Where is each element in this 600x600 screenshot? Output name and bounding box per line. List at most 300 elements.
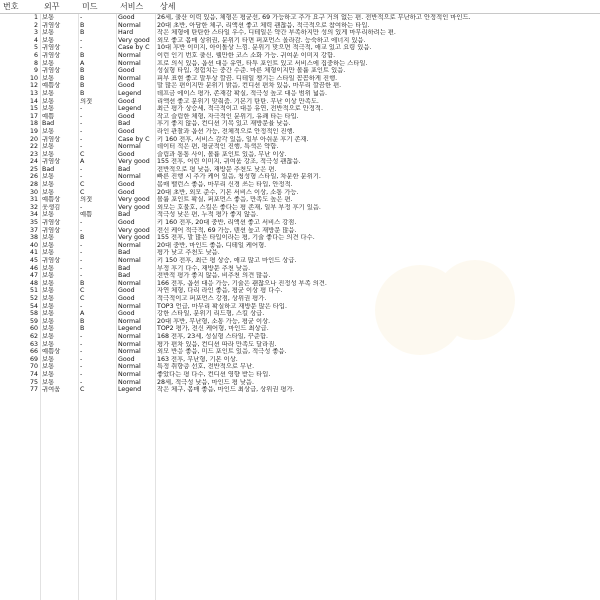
cell-number[interactable]: 19 xyxy=(29,127,38,135)
cell-number[interactable]: 15 xyxy=(29,105,38,113)
cell-service[interactable]: Very good xyxy=(118,234,150,242)
cell-mid[interactable]: - xyxy=(80,105,83,113)
table-row[interactable] xyxy=(0,386,600,394)
column-header-detail[interactable]: 상세 xyxy=(160,2,176,11)
cell-service[interactable]: Bad xyxy=(118,211,131,219)
cell-detail[interactable]: 특정 취향층 선호, 전반적으로 무난. xyxy=(157,363,255,371)
cell-service[interactable]: Normal xyxy=(118,173,141,181)
cell-mid[interactable]: - xyxy=(80,355,83,363)
cell-appearance[interactable]: 보통 xyxy=(42,14,55,21)
cell-appearance[interactable]: 예쁨상 xyxy=(42,82,61,90)
cell-number[interactable]: 25 xyxy=(29,165,38,173)
cell-detail[interactable]: 155 전후, 말 많은 타입이라는 평, 기술 좋다는 의견 다수. xyxy=(157,234,315,242)
cell-detail[interactable]: 평가 낮고 추천도 낮음. xyxy=(157,249,220,257)
cell-mid[interactable]: B xyxy=(80,21,85,29)
table-row[interactable] xyxy=(0,310,600,318)
table-row[interactable] xyxy=(0,136,600,144)
cell-service[interactable]: Normal xyxy=(118,317,141,325)
cell-number[interactable]: 32 xyxy=(29,203,38,211)
cell-detail[interactable]: 적극성 낮은 편, 누적 평가 좋지 않음. xyxy=(157,211,259,219)
cell-number[interactable]: 6 xyxy=(33,51,38,59)
cell-detail[interactable]: 데이터 적은 편, 평균적인 진행, 특색은 약함. xyxy=(157,143,279,151)
cell-detail[interactable]: 전반적 평가 좋지 않음, 비추천 의견 많음. xyxy=(157,272,271,280)
cell-mid[interactable]: C xyxy=(80,287,85,295)
cell-appearance[interactable]: 보통 xyxy=(42,74,55,82)
cell-detail[interactable]: 20대 초반, 아담한 체구, 리액션 좋고 체력 괜찮음, 적극적으로 참여하는 타입. xyxy=(157,21,370,29)
cell-mid[interactable]: - xyxy=(80,44,83,52)
table-row[interactable] xyxy=(0,22,600,30)
cell-service[interactable]: Normal xyxy=(118,279,141,287)
table-row[interactable] xyxy=(0,52,600,60)
cell-mid[interactable]: - xyxy=(80,165,83,173)
cell-appearance[interactable]: 보통 xyxy=(42,325,55,333)
cell-service[interactable]: Normal xyxy=(118,348,141,356)
table-row[interactable] xyxy=(0,181,600,189)
cell-service[interactable]: Very good xyxy=(118,226,150,234)
cell-service[interactable]: Bad xyxy=(118,165,131,173)
cell-appearance[interactable]: 보통 xyxy=(42,150,55,158)
cell-mid[interactable]: - xyxy=(80,370,83,378)
cell-appearance[interactable]: 보통 xyxy=(42,310,55,318)
cell-service[interactable]: Normal xyxy=(118,21,141,29)
column-header-service[interactable]: 서비스 xyxy=(120,2,144,11)
cell-detail[interactable]: 최근 평가 상승세, 적극적이고 대응 유연, 전반적으로 안정적. xyxy=(157,105,324,113)
cell-mid[interactable]: - xyxy=(80,241,83,249)
cell-service[interactable]: Bad xyxy=(118,272,131,280)
table-row[interactable] xyxy=(0,204,600,212)
cell-detail[interactable]: 키 160 전후, 20대 중반, 리액션 좋고 서비스 강점. xyxy=(157,219,297,227)
cell-mid[interactable]: B xyxy=(80,67,85,75)
cell-service[interactable]: Normal xyxy=(118,51,141,59)
cell-service[interactable]: Very good xyxy=(118,158,150,166)
table-row[interactable] xyxy=(0,120,600,128)
cell-service[interactable]: Good xyxy=(118,112,135,120)
cell-detail[interactable]: 말 많은 편이지만 분위기 밝음, 컨디션 편차 있음, 마무리 깔끔한 편. xyxy=(157,82,342,90)
cell-number[interactable]: 47 xyxy=(29,272,38,280)
cell-mid[interactable]: - xyxy=(80,363,83,371)
cell-service[interactable]: Case by C xyxy=(118,135,150,143)
table-row[interactable] xyxy=(0,14,600,22)
cell-detail[interactable]: 외모 좋고 몸매 상위권, 분위기 타면 퍼포먼스 올라감. 능숙하고 에너지 있음. xyxy=(157,36,366,44)
cell-number[interactable]: 1 xyxy=(33,14,38,21)
cell-service[interactable]: Bad xyxy=(118,120,131,128)
cell-number[interactable]: 24 xyxy=(29,158,38,166)
cell-service[interactable]: Legend xyxy=(118,325,142,333)
table-row[interactable] xyxy=(0,60,600,68)
cell-mid[interactable]: - xyxy=(80,378,83,386)
cell-service[interactable]: Good xyxy=(118,287,135,295)
cell-mid[interactable]: B xyxy=(80,82,85,90)
cell-detail[interactable]: 성실형 타입, 경험치는 중간 수준. 마른 체형이지만 볼륨 포인트 있음. xyxy=(157,67,346,75)
cell-appearance[interactable]: 보통 xyxy=(42,143,55,151)
cell-detail[interactable]: 외모는 호불호, 스킬은 좋다는 평 존재, 일부 부정 후기 있음. xyxy=(157,203,321,211)
table-row[interactable] xyxy=(0,363,600,371)
table-row[interactable] xyxy=(0,37,600,45)
cell-appearance[interactable]: 보통 xyxy=(42,355,55,363)
table-row[interactable] xyxy=(0,257,600,265)
table-row[interactable] xyxy=(0,105,600,113)
cell-service[interactable]: Good xyxy=(118,219,135,227)
table-row[interactable] xyxy=(0,272,600,280)
cell-service[interactable]: Legend xyxy=(118,105,142,113)
cell-number[interactable]: 14 xyxy=(29,97,38,105)
cell-mid[interactable]: B xyxy=(80,325,85,333)
cell-detail[interactable]: 작은 체형에 탄탄한 스타일 우수, 디테일은 약간 부족하지만 성의 있게 마무리하려는 편. xyxy=(157,29,396,37)
cell-detail[interactable]: 후기 좋지 않음, 컨디션 기복 있고 재방문율 낮음. xyxy=(157,120,291,128)
cell-appearance[interactable]: 보통 xyxy=(42,370,55,378)
cell-number[interactable]: 2 xyxy=(33,21,38,29)
cell-detail[interactable]: 전반적으로 평 낮음, 재방문 추천도 낮은 편. xyxy=(157,165,277,173)
cell-detail[interactable]: 부정 후기 다수, 재방문 추천 낮음. xyxy=(157,264,251,272)
cell-detail[interactable]: 키 150 전후, 최근 평 상승, 애교 많고 마인드 상급. xyxy=(157,257,297,264)
cell-mid[interactable]: - xyxy=(80,332,83,340)
cell-service[interactable]: Bad xyxy=(118,264,131,272)
cell-number[interactable]: 46 xyxy=(29,264,38,272)
cell-appearance[interactable]: 귀염상 xyxy=(42,51,61,59)
cell-detail[interactable]: 슬림과 통통 사이, 볼륨 포인트 있음, 무난 이상. xyxy=(157,150,287,158)
cell-number[interactable]: 59 xyxy=(29,317,38,325)
cell-detail[interactable]: 전신 케어 적극적, 69 가능, 텐션 높고 재방문 많음. xyxy=(157,226,297,234)
cell-number[interactable]: 37 xyxy=(29,226,38,234)
cell-appearance[interactable]: 보통 xyxy=(42,287,55,295)
cell-appearance[interactable]: 보통 xyxy=(42,363,55,371)
cell-appearance[interactable]: 보통 xyxy=(42,340,55,348)
cell-appearance[interactable]: Bad xyxy=(42,165,55,173)
cell-detail[interactable]: 몸매 밸런스 좋음, 마무리 신경 쓰는 타입, 안정적. xyxy=(157,181,293,189)
cell-number[interactable]: 26 xyxy=(29,173,38,181)
cell-number[interactable]: 54 xyxy=(29,302,38,310)
cell-service[interactable]: Good xyxy=(118,355,135,363)
table-row[interactable] xyxy=(0,98,600,106)
table-row[interactable] xyxy=(0,211,600,219)
cell-appearance[interactable]: 보통 xyxy=(42,188,55,196)
table-row[interactable] xyxy=(0,341,600,349)
cell-mid[interactable]: - xyxy=(80,14,83,21)
cell-mid[interactable]: C xyxy=(80,150,85,158)
cell-appearance[interactable]: 보통 xyxy=(42,378,55,386)
cell-number[interactable]: 8 xyxy=(33,59,38,67)
cell-mid[interactable]: - xyxy=(80,36,83,44)
cell-number[interactable]: 63 xyxy=(29,340,38,348)
cell-detail[interactable]: 빠른 진행 시 추가 케어 있음, 청성형 스타일, 차분한 분위기. xyxy=(157,173,321,181)
cell-appearance[interactable]: 귀염상 xyxy=(42,158,61,166)
cell-mid[interactable]: - xyxy=(80,272,83,280)
table-row[interactable] xyxy=(0,356,600,364)
cell-service[interactable]: Good xyxy=(118,97,135,105)
table-row[interactable] xyxy=(0,333,600,341)
table-row[interactable] xyxy=(0,265,600,273)
cell-appearance[interactable]: 예쁨상 xyxy=(42,348,61,356)
cell-mid[interactable]: B xyxy=(80,317,85,325)
table-row[interactable] xyxy=(0,90,600,98)
cell-service[interactable]: Good xyxy=(118,310,135,318)
cell-detail[interactable]: 166 전후, 옵션 대응 가능, 기술은 괜찮으나 진정성 부족 의견. xyxy=(157,279,327,287)
cell-number[interactable]: 20 xyxy=(29,135,38,143)
cell-service[interactable]: Bad xyxy=(118,249,131,257)
cell-mid[interactable]: 의젓 xyxy=(80,97,93,105)
cell-detail[interactable]: 키 160 전후, 서비스 감각 있음, 일부 아쉬운 후기 존재. xyxy=(157,135,309,143)
table-row[interactable] xyxy=(0,166,600,174)
cell-mid[interactable]: C xyxy=(80,386,85,394)
cell-appearance[interactable]: 보통 xyxy=(42,317,55,325)
table-row[interactable] xyxy=(0,295,600,303)
cell-appearance[interactable]: 보통 xyxy=(42,241,55,249)
table-row[interactable] xyxy=(0,219,600,227)
cell-mid[interactable]: - xyxy=(80,249,83,257)
table-row[interactable] xyxy=(0,325,600,333)
cell-appearance[interactable]: 보통 xyxy=(42,211,55,219)
cell-detail[interactable]: 평가 편차 있음, 컨디션 따라 만족도 달라짐. xyxy=(157,340,277,348)
cell-appearance[interactable]: 보통 xyxy=(42,97,55,105)
cell-detail[interactable]: 20대 중반, 마인드 좋음, 디테일 케어형. xyxy=(157,241,267,249)
cell-number[interactable]: 66 xyxy=(29,348,38,356)
cell-detail[interactable]: 163 전후, 무난형, 기본 이상. xyxy=(157,355,238,363)
cell-number[interactable]: 12 xyxy=(29,82,38,90)
cell-mid[interactable]: B xyxy=(80,51,85,59)
cell-mid[interactable]: 의젓 xyxy=(80,196,93,204)
cell-mid[interactable]: - xyxy=(80,143,83,151)
cell-appearance[interactable]: 귀염상 xyxy=(42,219,61,227)
cell-mid[interactable]: - xyxy=(80,264,83,272)
cell-appearance[interactable]: 보통 xyxy=(42,105,55,113)
cell-service[interactable]: Normal xyxy=(118,74,141,82)
cell-detail[interactable]: TOP2 평가, 전신 케어형, 마인드 최상급. xyxy=(157,325,269,333)
cell-service[interactable]: Hard xyxy=(118,29,134,37)
table-row[interactable] xyxy=(0,151,600,159)
cell-number[interactable]: 70 xyxy=(29,363,38,371)
cell-mid[interactable]: - xyxy=(80,203,83,211)
cell-number[interactable]: 9 xyxy=(33,67,38,75)
cell-detail[interactable]: 라인 관찰과 옵션 가능, 전체적으로 안정적인 진행. xyxy=(157,127,295,135)
cell-number[interactable]: 41 xyxy=(29,249,38,257)
table-row[interactable] xyxy=(0,303,600,311)
cell-mid[interactable]: - xyxy=(80,120,83,128)
cell-appearance[interactable]: Bad xyxy=(42,120,55,128)
cell-number[interactable]: 34 xyxy=(29,211,38,219)
cell-service[interactable]: Good xyxy=(118,181,135,189)
cell-detail[interactable]: 26세, 출산 이력 있음, 체형은 평균선, 69 가능하고 추가 요구 거의 없는 편. 전반적으로 무난하고 안정적인 마인드. xyxy=(157,14,471,21)
cell-detail[interactable]: 데프금 에이스 평가, 존재감 확실, 적극성 높고 대응 범위 넓음. xyxy=(157,89,328,97)
cell-number[interactable]: 51 xyxy=(29,287,38,295)
cell-service[interactable]: Good xyxy=(118,14,135,21)
cell-appearance[interactable]: 귀염상 xyxy=(42,135,61,143)
cell-detail[interactable]: 작고 슬림한 체형, 자극적인 분위기, 유쾌 타는 타입. xyxy=(157,112,299,120)
cell-number[interactable]: 5 xyxy=(33,44,38,52)
cell-mid[interactable]: C xyxy=(80,188,85,196)
cell-detail[interactable]: 20대 후반, 무난형, 소통 가능, 평균 이상. xyxy=(157,317,271,325)
cell-appearance[interactable]: 보통 xyxy=(42,272,55,280)
cell-mid[interactable]: - xyxy=(80,112,83,120)
cell-appearance[interactable]: 보통 xyxy=(42,29,55,37)
cell-appearance[interactable]: 보통 xyxy=(42,173,55,181)
cell-mid[interactable]: - xyxy=(80,257,83,264)
cell-appearance[interactable]: 귀염상 xyxy=(42,257,61,264)
cell-number[interactable]: 10 xyxy=(29,74,38,82)
cell-appearance[interactable]: 예쁨 xyxy=(42,112,55,120)
cell-number[interactable]: 22 xyxy=(29,143,38,151)
cell-appearance[interactable]: 보통 xyxy=(42,264,55,272)
table-row[interactable] xyxy=(0,82,600,90)
cell-appearance[interactable]: 보통 xyxy=(42,302,55,310)
cell-detail[interactable]: 강한 스타일, 분위기 리드형, 스킬 상급. xyxy=(157,310,265,318)
cell-service[interactable]: Case by C xyxy=(118,44,150,52)
cell-mid[interactable]: - xyxy=(80,348,83,356)
cell-detail[interactable]: 리액션 좋고 분위기 맞춰줌. 기본기 탄탄. 무난 이상 만족도. xyxy=(157,97,319,105)
cell-service[interactable]: Very good xyxy=(118,203,150,211)
cell-appearance[interactable]: 보통 xyxy=(42,127,55,135)
cell-number[interactable]: 28 xyxy=(29,181,38,189)
cell-detail[interactable]: 볼륨 포인트 확실, 퍼포먼스 좋음, 만족도 높은 편. xyxy=(157,196,293,204)
cell-mid[interactable]: C xyxy=(80,294,85,302)
cell-number[interactable]: 74 xyxy=(29,370,38,378)
cell-detail[interactable]: 피부 표현 좋고 말투상 깔끔. 디테일 챙기는 스타일 꼼꼼하게 진행. xyxy=(157,74,338,82)
cell-mid[interactable]: 예쁨 xyxy=(80,211,93,219)
cell-service[interactable]: Legend xyxy=(118,386,142,394)
cell-mid[interactable]: C xyxy=(80,181,85,189)
cell-service[interactable]: Good xyxy=(118,82,135,90)
cell-service[interactable]: Good xyxy=(118,150,135,158)
cell-service[interactable]: Normal xyxy=(118,340,141,348)
cell-appearance[interactable]: 웃생김 xyxy=(42,203,61,211)
cell-mid[interactable]: A xyxy=(80,310,85,318)
cell-number[interactable]: 48 xyxy=(29,279,38,287)
cell-number[interactable]: 62 xyxy=(29,332,38,340)
cell-service[interactable]: Normal xyxy=(118,257,141,264)
cell-detail[interactable]: 외모 반응 좋음, 미드 포인트 있음, 적극성 좋음. xyxy=(157,348,287,356)
table-row[interactable] xyxy=(0,75,600,83)
cell-detail[interactable]: 자연 체형, 다리 라인 좋음, 평균 이상 평 다수. xyxy=(157,287,283,295)
table-row[interactable] xyxy=(0,227,600,235)
cell-detail[interactable]: 프로 의식 있음, 옵션 대응 유연, 타투 포인트 있고 서비스에 집중하는 스타일. xyxy=(157,59,368,67)
cell-detail[interactable]: 이런 인기 번호 출신, 웰만한 코스 소화 가능. 귀여운 이미지 강함. xyxy=(157,51,336,59)
cell-service[interactable]: Very good xyxy=(118,36,150,44)
table-row[interactable] xyxy=(0,371,600,379)
table-row[interactable] xyxy=(0,173,600,181)
table-row[interactable] xyxy=(0,113,600,121)
table-row[interactable] xyxy=(0,287,600,295)
column-header-number[interactable]: 번호 xyxy=(3,2,19,11)
cell-appearance[interactable]: 귀여움 xyxy=(42,386,61,394)
cell-service[interactable]: Normal xyxy=(118,143,141,151)
cell-mid[interactable]: - xyxy=(80,135,83,143)
cell-service[interactable]: Legend xyxy=(118,89,142,97)
table-row[interactable] xyxy=(0,128,600,136)
table-row[interactable] xyxy=(0,280,600,288)
cell-mid[interactable]: A xyxy=(80,59,85,67)
table-row[interactable] xyxy=(0,379,600,387)
cell-number[interactable]: 30 xyxy=(29,188,38,196)
cell-number[interactable]: 52 xyxy=(29,294,38,302)
column-header-mid[interactable]: 미드 xyxy=(82,2,98,11)
cell-number[interactable]: 45 xyxy=(29,257,38,264)
table-row[interactable] xyxy=(0,348,600,356)
cell-number[interactable]: 77 xyxy=(29,386,38,394)
cell-appearance[interactable]: 보통 xyxy=(42,279,55,287)
cell-appearance[interactable]: 귀염상 xyxy=(42,44,61,52)
cell-service[interactable]: Normal xyxy=(118,59,141,67)
column-header-appearance[interactable]: 외꾸 xyxy=(44,2,60,11)
cell-appearance[interactable]: 귀염상 xyxy=(42,226,61,234)
cell-mid[interactable]: B xyxy=(80,29,85,37)
cell-number[interactable]: 4 xyxy=(33,36,38,44)
table-row[interactable] xyxy=(0,242,600,250)
cell-number[interactable]: 38 xyxy=(29,234,38,242)
table-row[interactable] xyxy=(0,44,600,52)
table-row[interactable] xyxy=(0,29,600,37)
cell-number[interactable]: 58 xyxy=(29,310,38,318)
cell-mid[interactable]: - xyxy=(80,226,83,234)
cell-service[interactable]: Good xyxy=(118,127,135,135)
table-row[interactable] xyxy=(0,249,600,257)
cell-service[interactable]: Good xyxy=(118,294,135,302)
cell-number[interactable]: 17 xyxy=(29,112,38,120)
cell-appearance[interactable]: 예쁨상 xyxy=(42,196,61,204)
cell-appearance[interactable]: 귀염상 xyxy=(42,67,61,75)
cell-mid[interactable]: - xyxy=(80,302,83,310)
table-row[interactable] xyxy=(0,234,600,242)
cell-service[interactable]: Normal xyxy=(118,370,141,378)
cell-appearance[interactable]: 귀염상 xyxy=(42,21,61,29)
cell-service[interactable]: Good xyxy=(118,67,135,75)
cell-appearance[interactable]: 보통 xyxy=(42,89,55,97)
cell-detail[interactable]: 적극적이고 퍼포먼스 강점, 상위권 평가. xyxy=(157,294,267,302)
cell-detail[interactable]: 좋았다는 평 다수, 컨디션 영향 받는 타입. xyxy=(157,370,271,378)
cell-mid[interactable]: - xyxy=(80,340,83,348)
cell-mid[interactable]: - xyxy=(80,219,83,227)
table-row[interactable] xyxy=(0,189,600,197)
cell-detail[interactable]: 155 전후, 어린 이미지, 귀여움 강조, 적극성 괜찮음. xyxy=(157,158,301,166)
cell-mid[interactable]: A xyxy=(80,158,85,166)
table-row[interactable] xyxy=(0,196,600,204)
cell-detail[interactable]: 작은 체구, 몸매 좋음, 마인드 최상급, 상위권 평가. xyxy=(157,386,295,394)
table-row[interactable] xyxy=(0,158,600,166)
cell-number[interactable]: 75 xyxy=(29,378,38,386)
cell-mid[interactable]: B xyxy=(80,279,85,287)
cell-service[interactable]: Good xyxy=(118,188,135,196)
table-row[interactable] xyxy=(0,67,600,75)
cell-number[interactable]: 18 xyxy=(29,120,38,128)
cell-mid[interactable]: - xyxy=(80,127,83,135)
cell-appearance[interactable]: 보통 xyxy=(42,181,55,189)
cell-service[interactable]: Normal xyxy=(118,363,141,371)
cell-mid[interactable]: B xyxy=(80,74,85,82)
cell-mid[interactable]: B xyxy=(80,234,85,242)
cell-service[interactable]: Normal xyxy=(118,241,141,249)
cell-service[interactable]: Normal xyxy=(118,378,141,386)
cell-service[interactable]: Normal xyxy=(118,332,141,340)
cell-mid[interactable]: - xyxy=(80,173,83,181)
cell-number[interactable]: 13 xyxy=(29,89,38,97)
cell-mid[interactable]: B xyxy=(80,89,85,97)
cell-appearance[interactable]: 보통 xyxy=(42,249,55,257)
cell-service[interactable]: Very good xyxy=(118,196,150,204)
cell-number[interactable]: 23 xyxy=(29,150,38,158)
cell-number[interactable]: 35 xyxy=(29,219,38,227)
cell-detail[interactable]: 168 전후, 23세, 성실형 스타일, 꾸준함. xyxy=(157,332,269,340)
cell-appearance[interactable]: 보통 xyxy=(42,59,55,67)
cell-appearance[interactable]: 보통 xyxy=(42,294,55,302)
cell-appearance[interactable]: 보통 xyxy=(42,36,55,44)
cell-number[interactable]: 3 xyxy=(33,29,38,37)
cell-number[interactable]: 69 xyxy=(29,355,38,363)
cell-detail[interactable]: 10대 후반 이미지, 아이돌상 느낌. 분위기 맞으면 적극적, 애교 있고 요령 있음. xyxy=(157,44,372,52)
cell-appearance[interactable]: 보통 xyxy=(42,332,55,340)
cell-service[interactable]: Normal xyxy=(118,302,141,310)
table-row[interactable] xyxy=(0,143,600,151)
cell-number[interactable]: 60 xyxy=(29,325,38,333)
cell-detail[interactable]: 20대 초반, 외모 준수, 기본 서비스 이상, 소통 가능. xyxy=(157,188,299,196)
cell-detail[interactable]: TOP3 언급, 마무리 확실하고 재방문 많은 타입. xyxy=(157,302,287,310)
